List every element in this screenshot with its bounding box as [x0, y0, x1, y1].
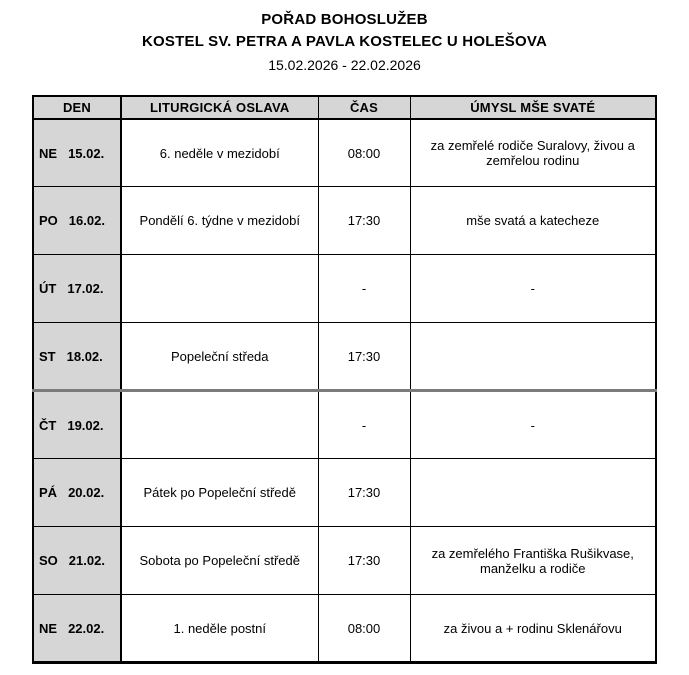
table-row	[33, 459, 656, 527]
day-date: 20.02.	[68, 485, 105, 501]
day-abbr: PÁ	[39, 485, 58, 501]
celebration-cell: 6. neděle v mezidobí	[121, 119, 318, 187]
day-cell	[33, 187, 121, 255]
intention-cell: za zemřelého Františka Rušikvase, manželku a rodiče	[410, 527, 656, 595]
time-cell: 17:30	[318, 527, 410, 595]
intention-cell: -	[410, 391, 656, 459]
day-date: 15.02.	[68, 145, 105, 161]
time-cell: -	[318, 255, 410, 323]
intention-cell	[410, 323, 656, 391]
day-cell	[33, 391, 121, 459]
intention-cell: za zemřelé rodiče Suralovy, živou a zemřelou rodinu	[410, 119, 656, 187]
time-cell: 17:30	[318, 187, 410, 255]
day-abbr: SO	[39, 553, 58, 569]
day-cell	[33, 255, 121, 323]
day-date: 17.02.	[67, 281, 104, 297]
celebration-cell: Sobota po Popeleční středě	[121, 527, 318, 595]
day-date: 21.02.	[68, 553, 105, 569]
table-row	[33, 323, 656, 391]
time-cell: 17:30	[318, 323, 410, 391]
document-header	[0, 0, 689, 75]
date-range: 15.02.2026 - 22.02.2026	[268, 56, 421, 73]
time-cell: 08:00	[318, 119, 410, 187]
column-header-den: DEN	[33, 96, 121, 119]
table-row	[33, 527, 656, 595]
celebration-cell	[121, 255, 318, 323]
day-date: 22.02.	[68, 620, 105, 636]
celebration-cell: Popeleční středa	[121, 323, 318, 391]
day-cell	[33, 459, 121, 527]
day-date: 18.02.	[66, 348, 103, 364]
time-cell: -	[318, 391, 410, 459]
celebration-cell	[121, 391, 318, 459]
day-cell	[33, 323, 121, 391]
day-date: 16.02.	[68, 213, 105, 229]
day-cell	[33, 527, 121, 595]
day-cell	[33, 595, 121, 663]
table-row	[33, 119, 656, 187]
day-abbr: NE	[39, 145, 58, 161]
document-title: POŘAD BOHOSLUŽEB	[261, 11, 428, 28]
day-date: 19.02.	[67, 417, 104, 433]
table-header-row	[33, 96, 656, 119]
column-header-cas: ČAS	[318, 96, 410, 119]
day-cell	[33, 119, 121, 187]
day-abbr: NE	[39, 620, 58, 636]
schedule-table	[32, 95, 657, 665]
day-abbr: ČT	[39, 417, 57, 433]
celebration-cell: 1. neděle postní	[121, 595, 318, 663]
intention-cell: za živou a + rodinu Sklenářovu	[410, 595, 656, 663]
intention-cell: mše svatá a katecheze	[410, 187, 656, 255]
church-name: KOSTEL SV. PETRA A PAVLA KOSTELEC U HOLEŠOVA	[142, 32, 547, 50]
intention-cell: -	[410, 255, 656, 323]
table-row	[33, 255, 656, 323]
celebration-cell: Pátek po Popeleční středě	[121, 459, 318, 527]
intention-cell	[410, 459, 656, 527]
day-abbr: ÚT	[39, 281, 57, 297]
time-cell: 17:30	[318, 459, 410, 527]
table-row	[33, 595, 656, 663]
column-header-liturgicka-oslava: LITURGICKÁ OSLAVA	[121, 96, 318, 119]
table-row	[33, 187, 656, 255]
table-row	[33, 391, 656, 459]
day-abbr: ST	[39, 348, 56, 364]
day-abbr: PO	[39, 213, 58, 229]
celebration-cell: Pondělí 6. týdne v mezidobí	[121, 187, 318, 255]
time-cell: 08:00	[318, 595, 410, 663]
column-header-umysl: ÚMYSL MŠE SVATÉ	[410, 96, 656, 119]
